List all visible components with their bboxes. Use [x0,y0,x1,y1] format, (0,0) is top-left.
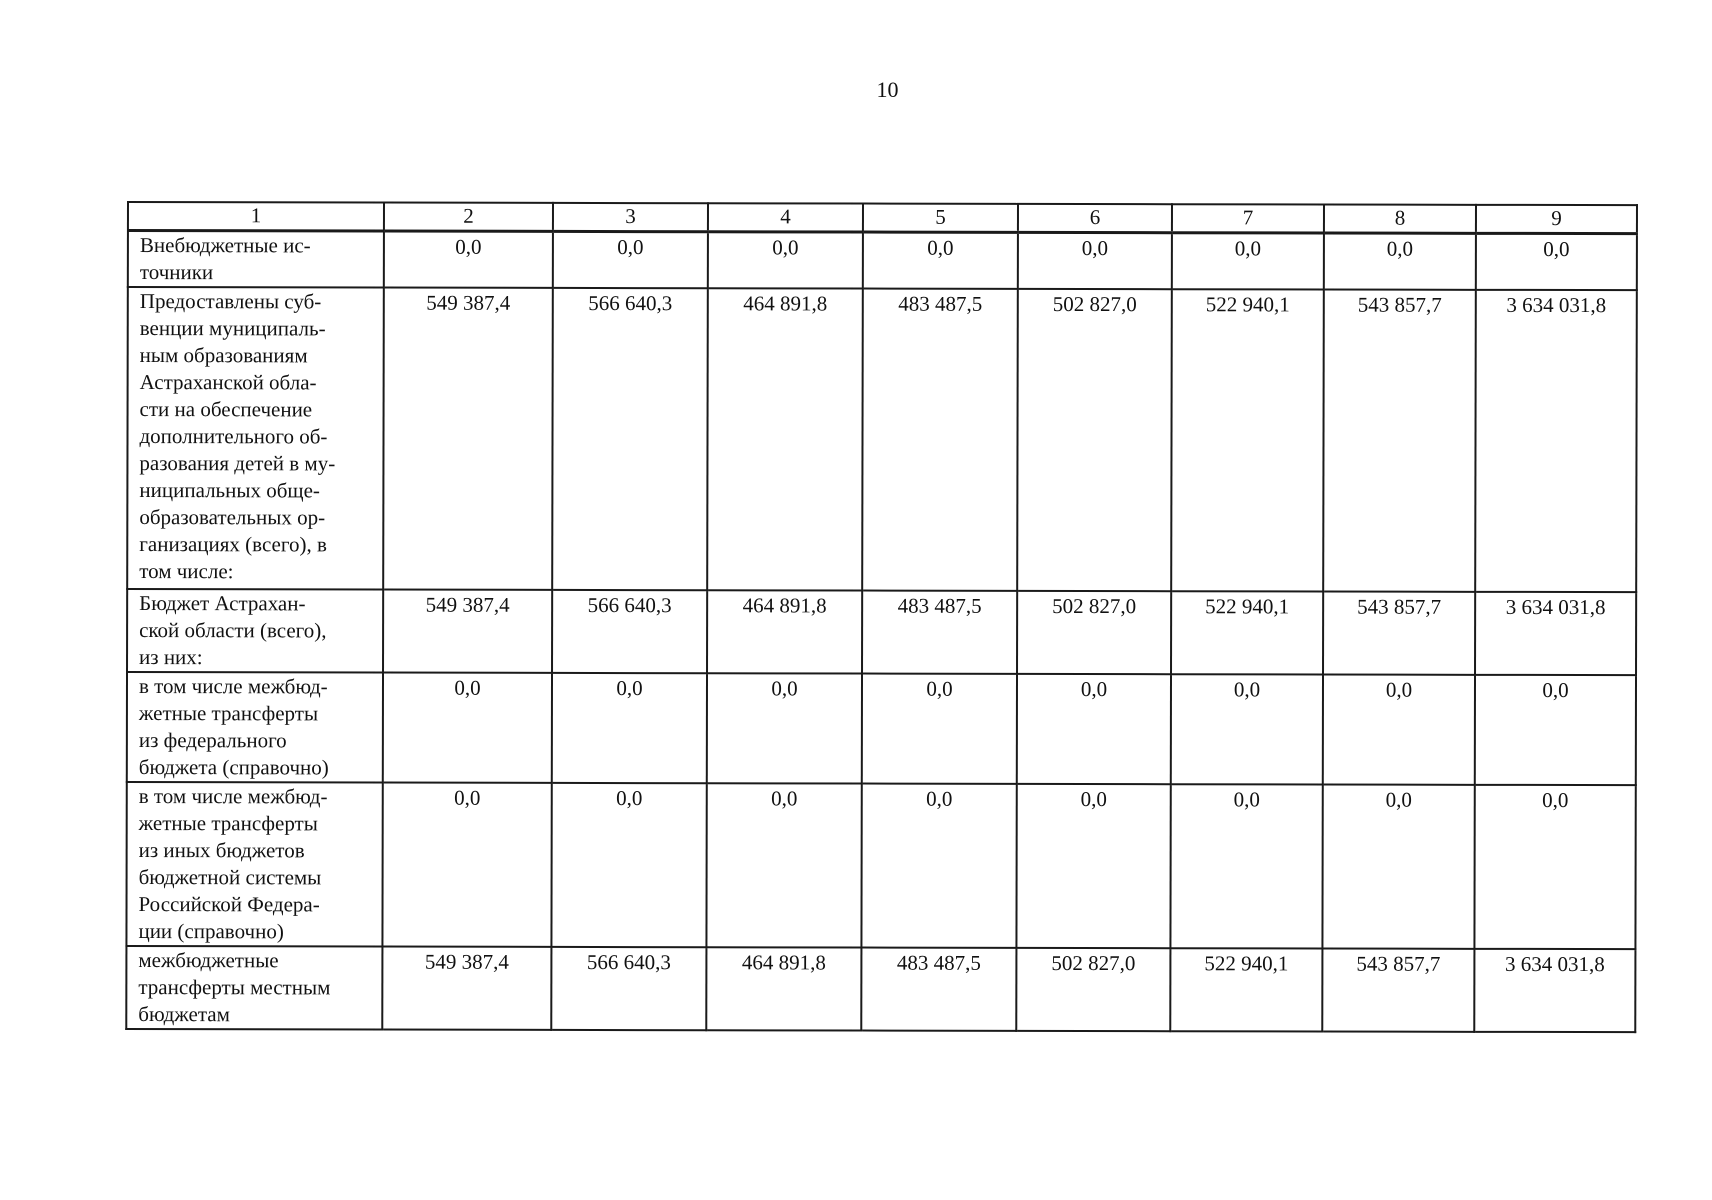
row-label [127,287,384,590]
value-cell: 0,0 [1170,784,1322,948]
column-number: 6 [1018,204,1172,233]
value-cell: 483 487,5 [862,289,1018,591]
row-label-line: ганизациях (всего), в [139,532,327,557]
column-number: 4 [708,203,863,232]
value-cell: 3 634 031,8 [1475,592,1636,675]
value-cell: 0,0 [383,673,552,783]
value-cell: 483 487,5 [861,948,1016,1031]
row-label [126,782,382,947]
row-label-line: Российской Федера- [138,892,320,917]
row-label-line: из федерального [138,728,287,753]
value-cell: 549 387,4 [383,590,552,673]
row-label-line: Астраханской обла- [139,370,317,395]
value-cell: 0,0 [861,784,1016,948]
row-label-line: ции (справочно) [138,919,284,944]
value-cell: 3 634 031,8 [1475,290,1637,592]
column-number-row [128,202,1637,234]
table-row [126,946,1635,1032]
value-cell: 502 827,0 [1017,591,1171,674]
value-cell: 566 640,3 [552,288,708,590]
value-cell: 464 891,8 [706,947,861,1030]
value-cell: 0,0 [1172,233,1324,290]
row-label-line: бюджетной системы [138,865,322,890]
value-cell: 566 640,3 [551,947,706,1030]
row-label-line: том числе: [139,559,234,584]
value-cell: 0,0 [1018,232,1172,289]
budget-table [125,201,1638,1033]
column-number: 2 [384,203,553,232]
column-number: 5 [863,204,1018,233]
table-row [127,589,1636,675]
value-cell: 0,0 [553,231,708,288]
value-cell: 3 634 031,8 [1474,949,1635,1032]
column-number: 7 [1172,204,1324,233]
row-label-line: трансферты местным [138,975,331,1000]
row-label-line: Внебюджетные ис- [139,233,311,258]
value-cell: 464 891,8 [707,590,862,673]
value-cell: 502 827,0 [1016,948,1170,1031]
value-cell: 566 640,3 [552,590,707,673]
value-cell: 522 940,1 [1171,289,1324,591]
row-label-line: в том числе межбюд- [138,674,328,699]
value-cell: 0,0 [1171,674,1323,784]
value-cell: 0,0 [1323,675,1475,785]
row-label-line: бюджета (справочно) [138,755,329,780]
table-row [127,672,1636,785]
row-label-line: образовательных ор- [139,505,326,530]
value-cell: 0,0 [1476,233,1637,290]
column-number: 9 [1476,205,1637,234]
value-cell: 0,0 [1016,784,1170,948]
row-label-line: сти на обеспечение [139,397,313,422]
row-label-line: венции муниципаль- [139,316,326,341]
value-cell: 0,0 [551,783,706,947]
row-label-line: бюджетам [138,1002,230,1027]
row-label-line: ниципальных обще- [139,478,320,503]
value-cell: 0,0 [1324,233,1476,290]
value-cell: 0,0 [863,232,1018,289]
row-label [127,672,383,783]
row-label [126,946,382,1030]
value-cell: 543 857,7 [1323,592,1475,675]
column-number: 8 [1324,205,1476,234]
row-label [128,231,384,288]
value-cell: 0,0 [707,673,862,783]
value-cell: 502 827,0 [1017,289,1172,591]
value-cell: 0,0 [706,783,861,947]
table-row [127,287,1637,592]
value-cell: 0,0 [552,673,707,783]
row-label-line: Предоставлены суб- [139,289,322,314]
row-label-line: в том числе межбюд- [138,784,328,809]
column-number: 1 [128,202,384,231]
value-cell: 549 387,4 [382,947,551,1030]
value-cell: 0,0 [384,231,553,288]
row-label-line: ным образованиям [139,343,308,368]
row-label-line: межбюджетные [138,948,279,973]
value-cell: 522 940,1 [1170,948,1322,1031]
row-label-line: точники [139,260,214,285]
table-row [128,231,1637,291]
row-label-line: из них: [139,645,203,670]
value-cell: 543 857,7 [1322,949,1474,1032]
value-cell: 464 891,8 [707,288,863,590]
row-label-line: разования детей в му- [139,451,336,476]
value-cell: 0,0 [1475,675,1636,785]
row-label-line: жетные трансферты [138,811,318,836]
table-row [126,782,1635,949]
row-label-line: жетные трансферты [138,701,319,726]
row-label [127,589,383,673]
value-cell: 0,0 [708,232,863,289]
page-number: 10 [876,77,899,102]
column-number: 3 [553,203,708,232]
value-cell: 543 857,7 [1323,290,1476,592]
value-cell: 0,0 [862,674,1017,784]
value-cell: 0,0 [1017,674,1171,784]
value-cell: 483 487,5 [862,591,1017,674]
value-cell: 549 387,4 [383,288,553,590]
value-cell: 522 940,1 [1171,591,1323,674]
row-label-line: из иных бюджетов [138,838,305,863]
value-cell: 0,0 [382,783,551,947]
row-label-line: ской области (всего), [139,618,327,643]
value-cell: 0,0 [1322,785,1474,949]
row-label-line: дополнительного об- [139,424,328,449]
row-label-line: Бюджет Астрахан- [139,591,306,616]
value-cell: 0,0 [1474,785,1635,949]
